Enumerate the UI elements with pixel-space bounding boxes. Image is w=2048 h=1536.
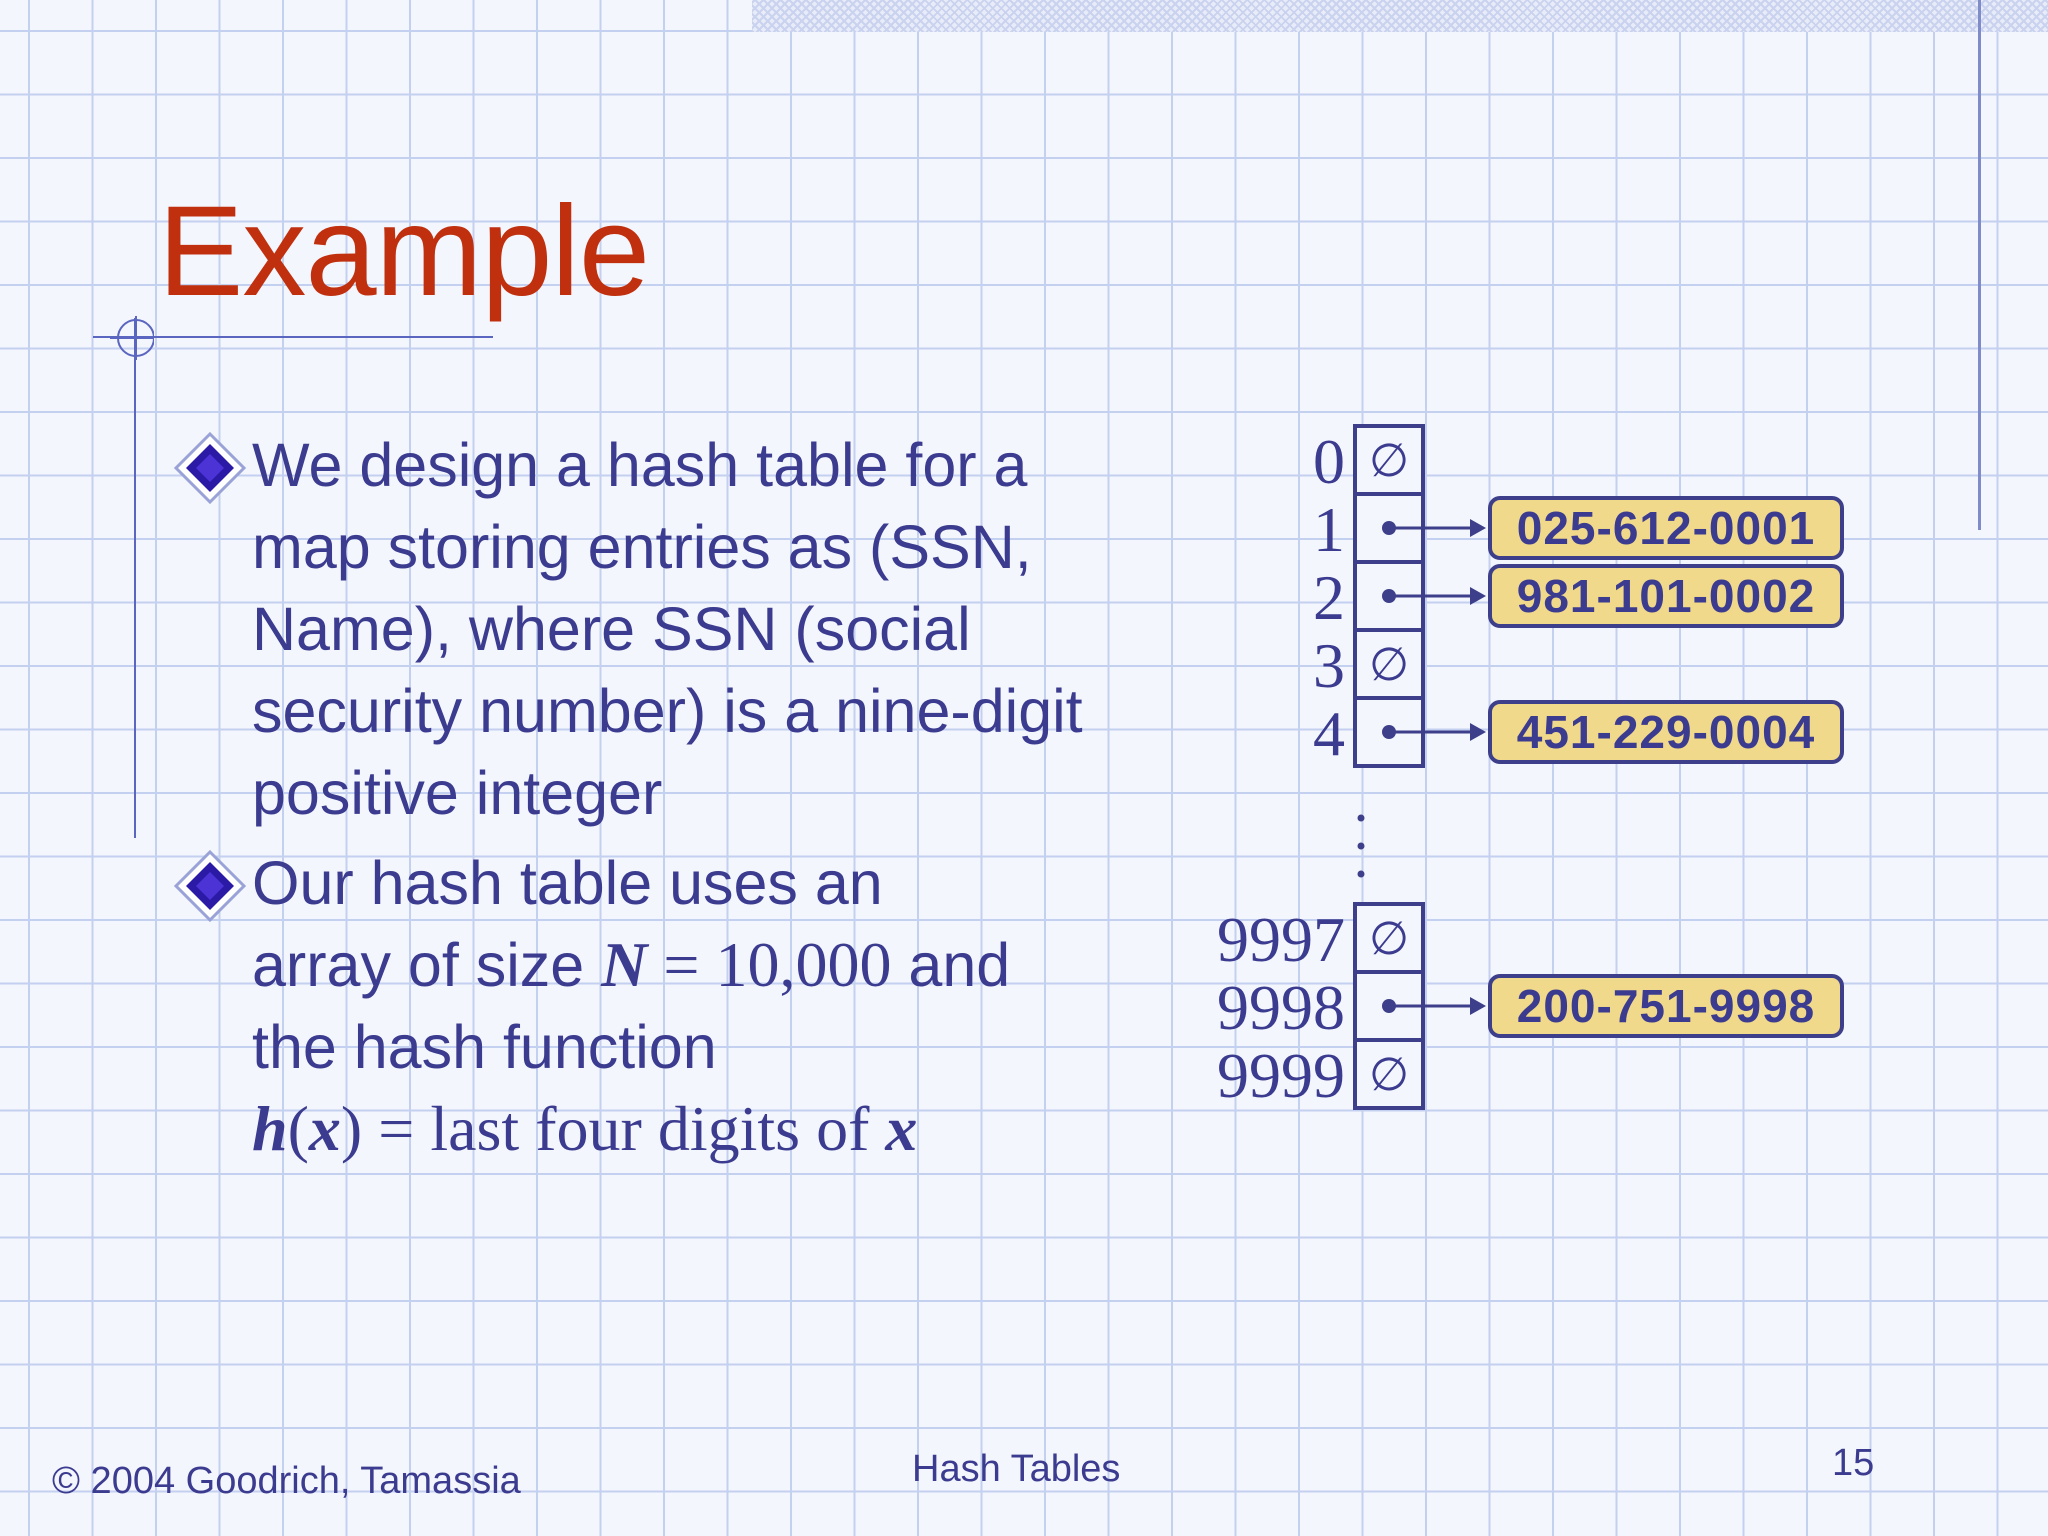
diamond-bullet-icon <box>172 430 248 506</box>
arrowhead-icon <box>1470 519 1486 537</box>
ellipsis-dot <box>1358 843 1365 850</box>
math-rest: = last four digits of <box>362 1093 886 1164</box>
math-equals-value: = 10,000 <box>647 929 892 1000</box>
bullet-text <box>252 842 1132 1170</box>
footer-page-number: 15 <box>1832 1442 1875 1484</box>
bullet-item <box>172 424 1132 834</box>
slot-index-label: 4 <box>1313 698 1345 769</box>
slot-index-label: 9998 <box>1217 972 1345 1043</box>
bullet-line: and <box>891 931 1011 999</box>
null-symbol: ∅ <box>1368 911 1410 965</box>
entry-box: 451-229-0004 <box>1488 700 1844 764</box>
slide-title: Example <box>158 180 649 323</box>
entry-box: 200-751-9998 <box>1488 974 1844 1038</box>
math-x: x <box>308 1093 341 1164</box>
bullet-line: array of size <box>252 931 602 999</box>
arrowhead-icon <box>1470 587 1486 605</box>
slot-index-label: 2 <box>1313 562 1345 633</box>
null-symbol: ∅ <box>1368 1047 1410 1101</box>
top-pattern-band <box>752 0 2048 32</box>
arrowhead-icon <box>1470 723 1486 741</box>
hash-function-expression <box>252 1093 917 1164</box>
footer-copyright: © 2004 Goodrich, Tamassia <box>52 1460 521 1502</box>
right-decorative-rule <box>1978 0 1981 530</box>
bullet-item <box>172 842 1132 1170</box>
side-rule <box>134 318 136 838</box>
slot-index-label: 3 <box>1313 630 1345 701</box>
entry-box: 981-101-0002 <box>1488 564 1844 628</box>
entry-box: 025-612-0001 <box>1488 496 1844 560</box>
arrowhead-icon <box>1470 997 1486 1015</box>
slot-index-label: 1 <box>1313 494 1345 565</box>
hash-table-diagram <box>1180 400 1880 1140</box>
math-h: h <box>252 1093 288 1164</box>
bullet-line: the hash function <box>252 1013 717 1081</box>
math-expression <box>601 929 891 1000</box>
slot-index-label: 9997 <box>1217 904 1345 975</box>
slot-index-label: 0 <box>1313 426 1345 497</box>
null-symbol: ∅ <box>1368 433 1410 487</box>
bullet-text: We design a hash table for a map storing entries as (SSN, Name), where SSN (social security number) is a nine-digit positive integer <box>252 431 1083 827</box>
null-symbol: ∅ <box>1368 637 1410 691</box>
bullet-line: Our hash table uses an <box>252 849 883 917</box>
footer-course: Hash Tables <box>912 1448 1121 1490</box>
math-x-final: x <box>885 1093 918 1164</box>
ellipsis-dot <box>1358 815 1365 822</box>
math-variable-N: N <box>601 929 648 1000</box>
ellipsis-dot <box>1358 871 1365 878</box>
bullet-list <box>172 424 1132 1178</box>
crosshair-icon <box>110 316 154 360</box>
math-paren-close: ) <box>340 1093 363 1164</box>
diamond-bullet-icon <box>172 848 248 924</box>
slot-index-label: 9999 <box>1217 1040 1345 1111</box>
math-paren-open: ( <box>287 1093 309 1164</box>
